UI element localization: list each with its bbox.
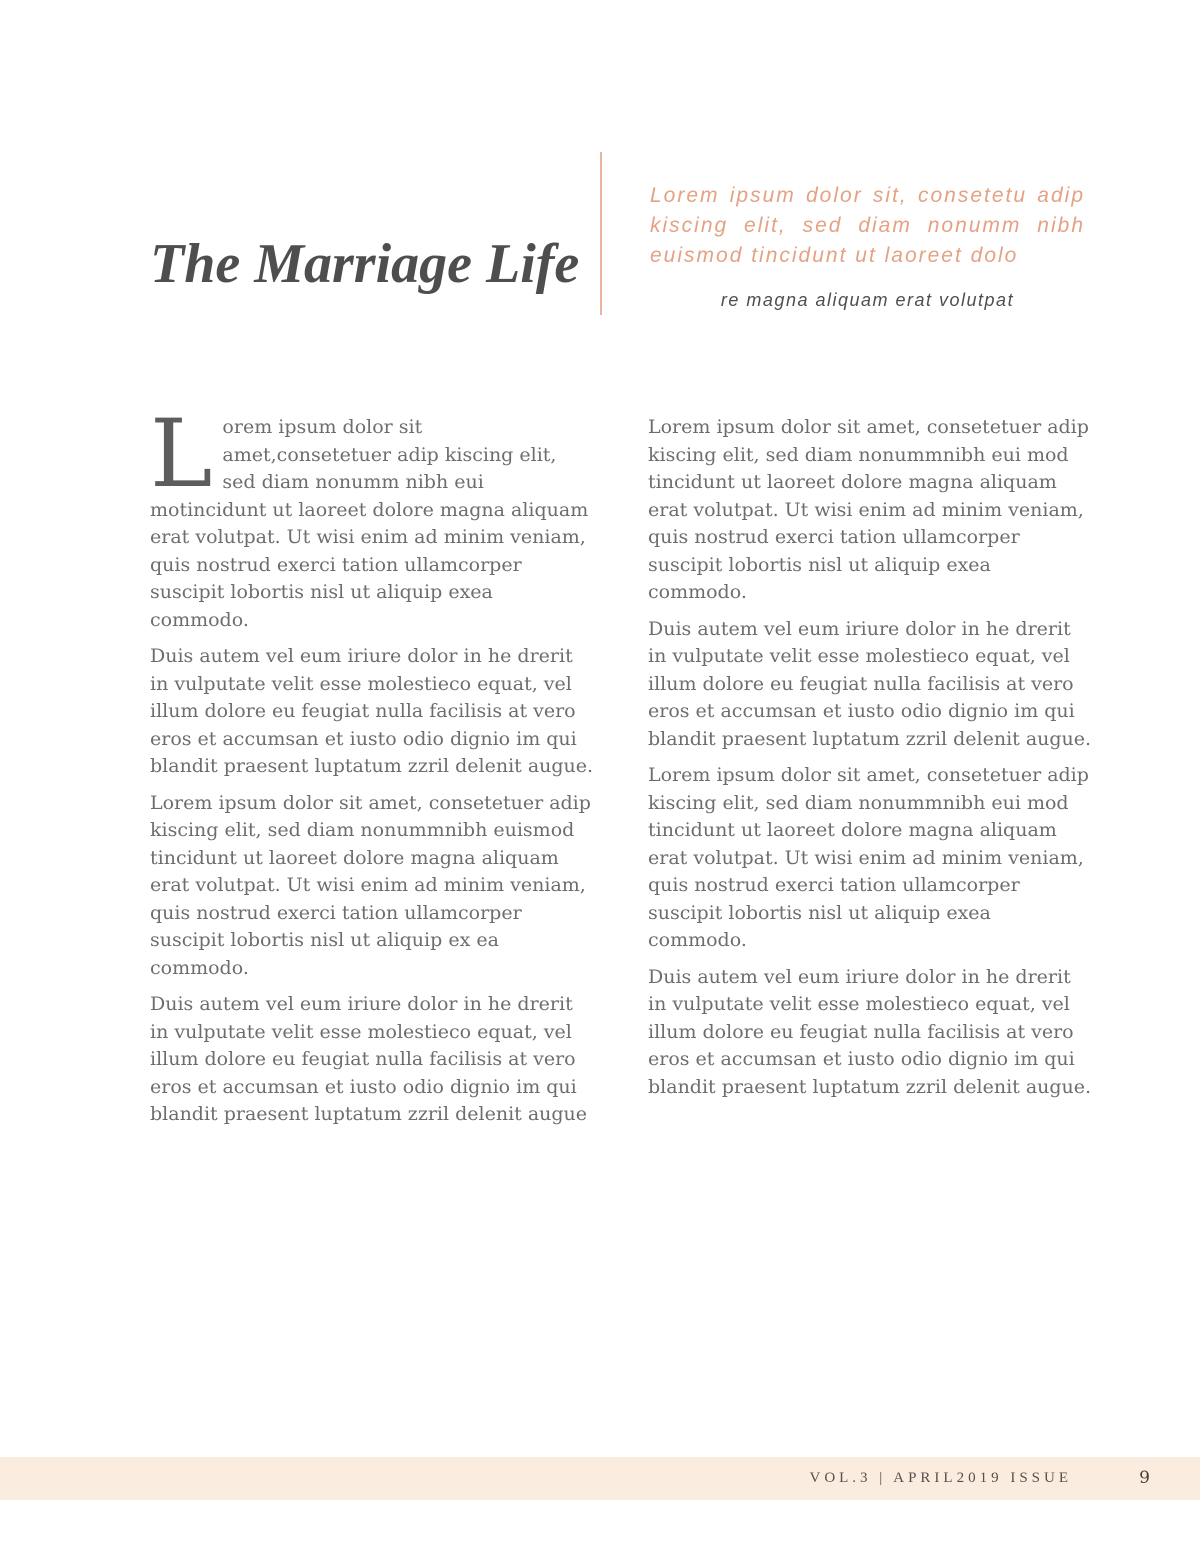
footer-page-number: 9 [1139,1468,1150,1488]
pull-quote-line: euismod tincidunt ut laoreet dolo [650,244,1019,267]
article-column-right [648,414,1092,1138]
page-title: The Marriage Life [150,232,580,295]
footer-bar [0,1457,1200,1500]
body-paragraph: Lorem ipsum dolor sit amet, consetetuer adip kiscing elit, sed diam nonummnibh eui mod tincidunt ut laoreet dolore magna aliquam erat volutpat. Ut wisi enim ad minim veniam, quis nostrud exerci tation ullamcorper suscipit lobortis nisl ut aliquip exea commodo. [648,764,1089,951]
body-paragraph: Duis autem vel eum iriure dolor in he drerit in vulputate velit esse molestieco equat, vel illum dolore eu feugiat nulla facilisis at vero eros et accumsan et iusto odio dignio im qui blandit praesent luptatum zzril delenit augue. [648,965,1092,1098]
pull-quote [650,181,1085,315]
article-column-left [150,400,594,1138]
pull-quote-line: kiscing elit, sed diam nonumm nibh [650,214,1085,237]
pull-quote-line: Lorem ipsum dolor sit, consetetu adip [650,184,1085,207]
body-paragraph: Duis autem vel eum iriure dolor in he drerit in vulputate velit esse molestieco equat, vel illum dolore eu feugiat nulla facilisis at vero eros et accumsan et iusto odio dignio im qui blandit praesent luptatum zzril delenit augue [150,993,588,1125]
body-paragraph: Duis autem vel eum iriure dolor in he drerit in vulputate velit esse molestieco equat, vel illum dolore eu feugiat nulla facilisis at vero eros et accumsan et iusto odio dignio im qui blandit praesent luptatum zzril delenit augue. [648,617,1092,750]
paragraph-text: orem ipsum dolor sit amet,consetetuer adip kiscing elit, sed diam nonumm nibh eui motincidunt ut laoreet dolore magna aliquam erat volutpat. Ut wisi enim ad minim veniam, quis nostrud exerci tation ullamcorper suscipit lobortis nisl ut aliquip exea commodo. [150,416,589,631]
footer-issue-label: VOL.3 | APRIL2019 ISSUE [809,1470,1072,1486]
article-body [150,400,1092,1138]
body-paragraph [150,400,594,634]
body-paragraph: Lorem ipsum dolor sit amet, consetetuer adip kiscing elit, sed diam nonummnibh euismod tincidunt ut laoreet dolore magna aliquam erat volutpat. Ut wisi enim ad minim veniam, quis nostrud exerci tation ullamcorper suscipit lobortis nisl ut aliquip ex ea commodo. [150,791,591,979]
drop-cap: L [150,400,213,509]
vertical-divider-line [600,152,602,315]
body-paragraph: Duis autem vel eum iriure dolor in he drerit in vulputate velit esse molestieco equat, vel illum dolore eu feugiat nulla facilisis at vero eros et accumsan et iusto odio dignio im qui blandit praesent luptatum zzril delenit augue. [150,645,594,777]
body-paragraph: Lorem ipsum dolor sit amet, consetetuer adip kiscing elit, sed diam nonummnibh eui mod tincidunt ut laoreet dolore magna aliquam erat volutpat. Ut wisi enim ad minim veniam, quis nostrud exerci tation ullamcorper suscipit lobortis nisl ut aliquip exea commodo. [648,416,1089,603]
pull-quote-attribution: re magna aliquam erat volutpat [720,290,1015,310]
